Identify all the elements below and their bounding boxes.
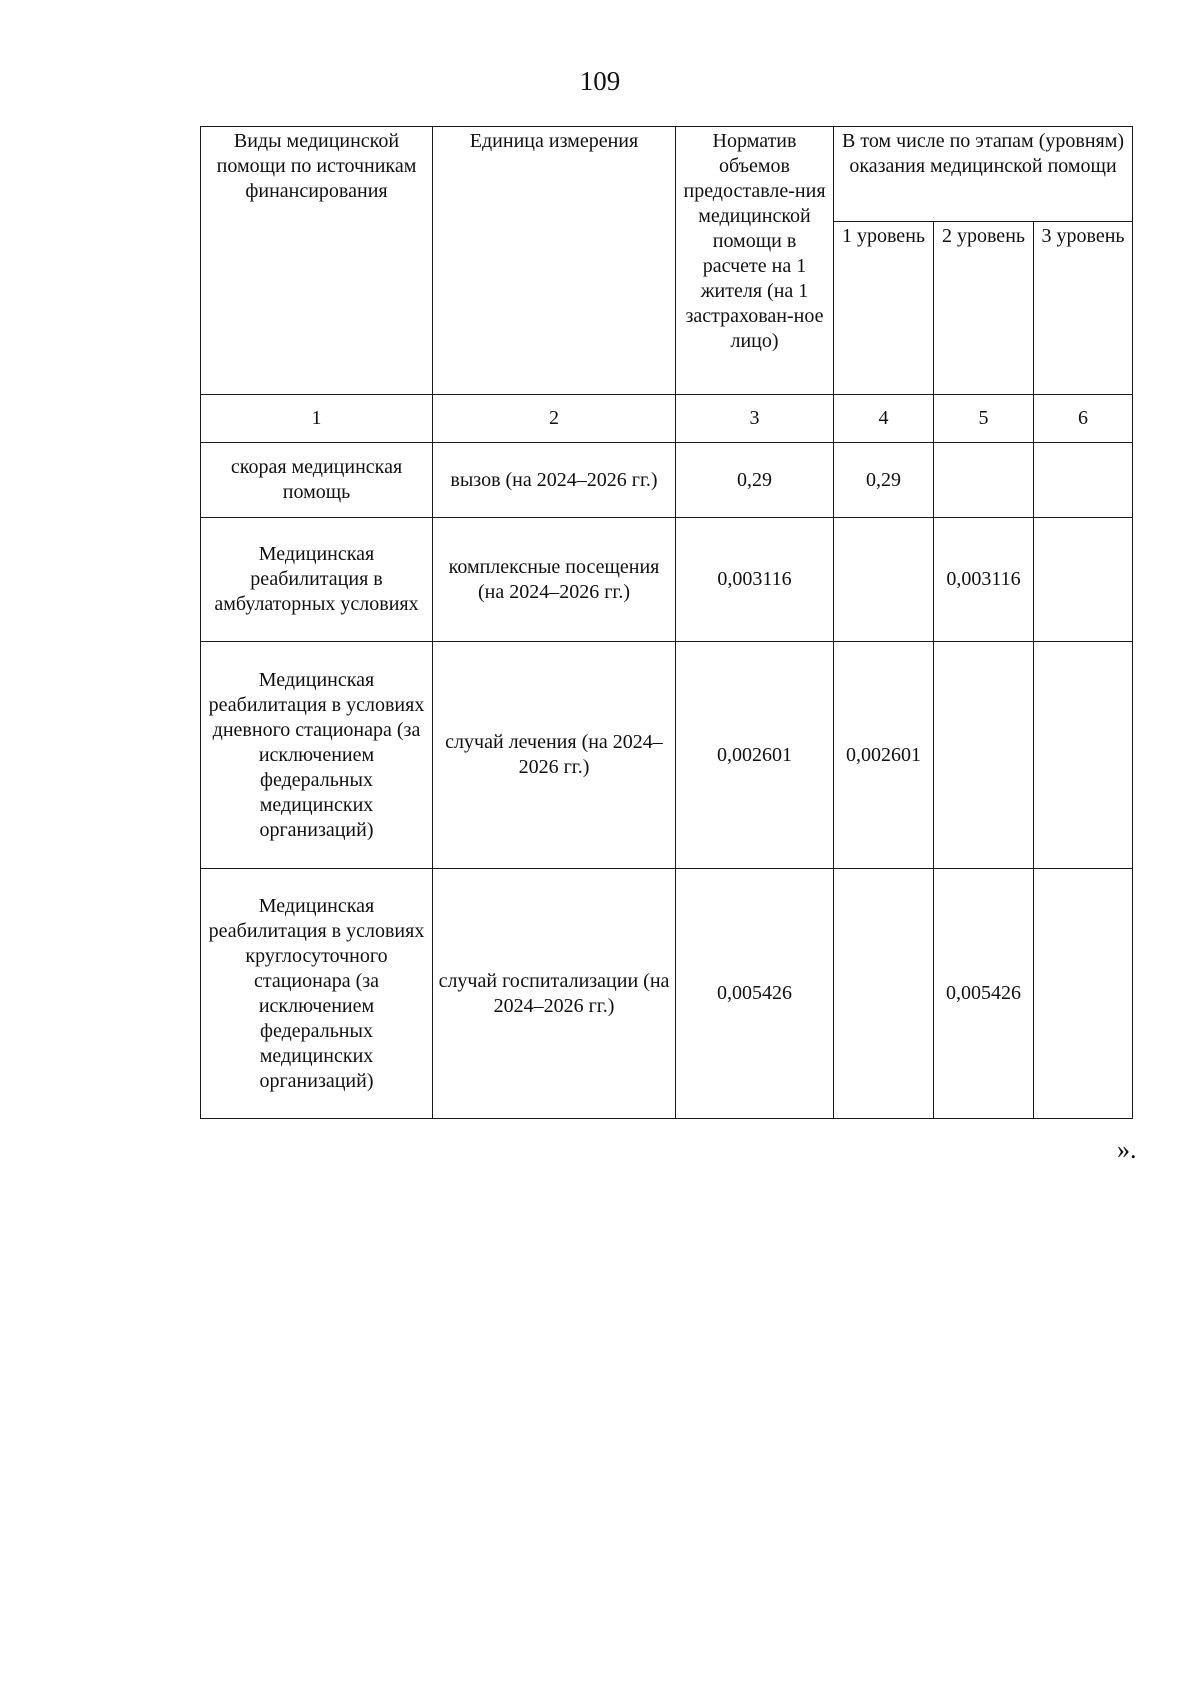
level-2-cell: 0,003116: [934, 518, 1034, 642]
header-row: [201, 127, 1133, 222]
unit-cell: комплексные посещения (на 2024–2026 гг.): [433, 518, 676, 642]
column-number-row: [201, 395, 1133, 443]
norm-value-cell: 0,002601: [676, 642, 834, 869]
norm-value-cell: 0,29: [676, 443, 834, 518]
closing-quote-mark: ».: [1117, 1135, 1137, 1164]
level-2-cell: [934, 443, 1034, 518]
care-type-cell: Медицинская реабилитация в амбулаторных условиях: [201, 518, 433, 642]
level-3-cell: [1034, 443, 1133, 518]
header-levels-group: В том числе по этапам (уровням) оказания медицинской помощи: [834, 127, 1133, 222]
level-1-cell: [834, 518, 934, 642]
level-3-cell: [1034, 642, 1133, 869]
norm-value-cell: 0,003116: [676, 518, 834, 642]
page-number: 109: [579, 66, 621, 96]
column-number: 3: [676, 395, 834, 443]
header-level-2: 2 уровень: [934, 222, 1034, 395]
header-level-3: 3 уровень: [1034, 222, 1133, 395]
norm-volume-table: [200, 126, 1133, 1119]
table-row: [201, 869, 1133, 1119]
level-1-cell: 0,29: [834, 443, 934, 518]
level-1-cell: [834, 869, 934, 1119]
column-number: 1: [201, 395, 433, 443]
header-level-1: 1 уровень: [834, 222, 934, 395]
care-type-cell: скорая медицинская помощь: [201, 443, 433, 518]
level-3-cell: [1034, 869, 1133, 1119]
column-number: 6: [1034, 395, 1133, 443]
column-number: 5: [934, 395, 1034, 443]
unit-cell: случай госпитализации (на 2024–2026 гг.): [433, 869, 676, 1119]
level-3-cell: [1034, 518, 1133, 642]
unit-cell: случай лечения (на 2024–2026 гг.): [433, 642, 676, 869]
norm-value-cell: 0,005426: [676, 869, 834, 1119]
header-type: Виды медицинской помощи по источникам финансирования: [201, 127, 433, 395]
table-row: [201, 642, 1133, 869]
care-type-cell: Медицинская реабилитация в условиях круглосуточного стационара (за исключением федеральных медицинских организаций): [201, 869, 433, 1119]
level-2-cell: [934, 642, 1034, 869]
column-number: 2: [433, 395, 676, 443]
column-number: 4: [834, 395, 934, 443]
unit-cell: вызов (на 2024–2026 гг.): [433, 443, 676, 518]
table-row: [201, 443, 1133, 518]
level-2-cell: 0,005426: [934, 869, 1034, 1119]
table-row: [201, 518, 1133, 642]
level-1-cell: 0,002601: [834, 642, 934, 869]
header-norm: Норматив объемов предоставле-ния медицинской помощи в расчете на 1 жителя (на 1 застрахован-ное лицо): [676, 127, 834, 395]
care-type-cell: Медицинская реабилитация в условиях дневного стационара (за исключением федеральных медицинских организаций): [201, 642, 433, 869]
header-unit: Единица измерения: [433, 127, 676, 395]
